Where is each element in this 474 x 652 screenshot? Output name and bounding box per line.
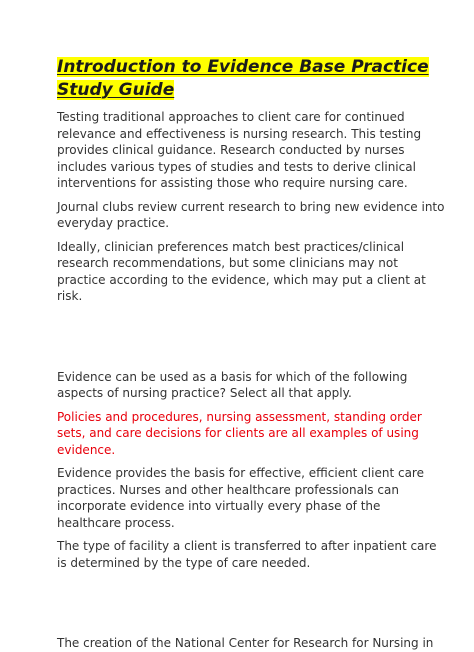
paragraph-national-center: The creation of the National Center for Research for Nursing in	[57, 636, 434, 650]
paragraph-nursing-research: Testing traditional approaches to client care for continued relevance and effectiveness is nursing research. This testing provides clinical guidance. Research conducted by nurses includes various types of studies and tests to derive clinical interventions for assisting those who require nursing care.	[57, 110, 422, 190]
paragraph-clinician-preferences: Ideally, clinician preferences match best practices/clinical research recommendations, but some clinicians may not practice according to the evidence, which may put a client at risk.	[57, 239, 426, 303]
document-title-text: Introduction to Evidence Base Practice Study Guide	[57, 57, 429, 100]
answer-evidence-examples: Policies and procedures, nursing assessment, standing order sets, and care decisions for clients are all examples of using evidence.	[57, 409, 422, 457]
document-page	[57, 56, 447, 652]
document-title	[57, 56, 447, 102]
paragraph-journal-clubs: Journal clubs review current research to bring new evidence into everyday practice.	[57, 199, 445, 230]
paragraph-evidence-basis: Evidence provides the basis for effective, efficient client care practices. Nurses and other healthcare professionals can incorporate evidence into virtually every phase of the healthcare process.	[57, 466, 424, 530]
question-evidence-basis: Evidence can be used as a basis for which of the following aspects of nursing practice? Select all that apply.	[57, 369, 408, 400]
paragraph-facility-type: The type of facility a client is transferred to after inpatient care is determined by the type of care needed.	[57, 539, 437, 570]
